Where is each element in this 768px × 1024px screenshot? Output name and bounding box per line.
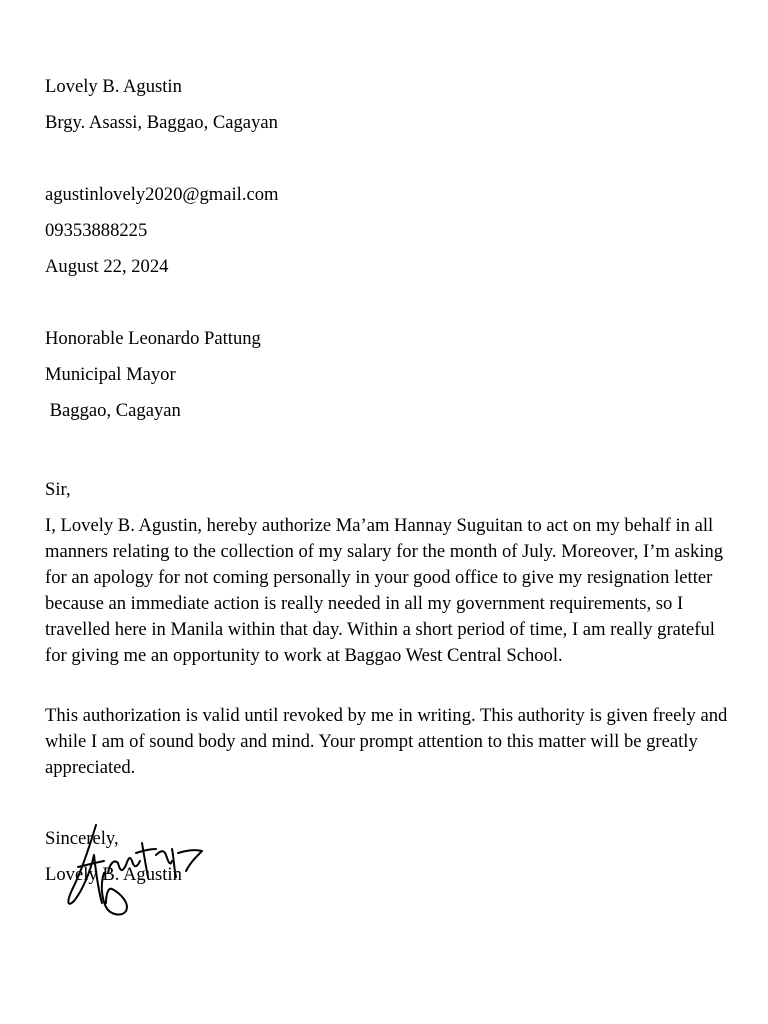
recipient-title: Municipal Mayor — [45, 364, 176, 385]
handwritten-signature — [60, 815, 210, 920]
signature-stroke — [156, 851, 172, 863]
signature-stroke — [172, 849, 176, 877]
sender-email: agustinlovely2020@gmail.com — [45, 184, 279, 205]
sender-address: Brgy. Asassi, Baggao, Cagayan — [45, 112, 278, 133]
sender-phone: 09353888225 — [45, 220, 148, 241]
signature-stroke — [136, 849, 156, 853]
signature-stroke — [142, 843, 148, 877]
signature-stroke — [108, 858, 140, 873]
valediction: Sincerely, — [45, 828, 119, 849]
salutation: Sir, — [45, 479, 71, 500]
letter-date: August 22, 2024 — [45, 256, 169, 277]
recipient-name: Honorable Leonardo Pattung — [45, 328, 261, 349]
signature-stroke — [178, 850, 202, 871]
signature-stroke — [102, 873, 127, 914]
sender-name: Lovely B. Agustin — [45, 76, 182, 97]
recipient-location: Baggao, Cagayan — [45, 400, 181, 421]
body-paragraph-2: This authorization is valid until revoked by me in writing. This authority is given freely and while I am of sound body and mind. Your prompt attention to this matter will be greatly appreciated. — [45, 705, 728, 778]
body-paragraph-1: I, Lovely B. Agustin, hereby authorize Ma’am Hannay Suguitan to act on my behalf in all manners relating to the collection of my salary for the month of July. Moreover, I’m asking for an apology for not coming personally in your good office to give my resignation letter because an immediate action is really needed in all my government requirements, so I travelled here in Manila within that day. Within a short period of time, I am really grateful for giving me an opportunity to work at Baggao West Central School. — [45, 515, 724, 666]
signer-name: Lovely B. Agustin — [45, 864, 182, 885]
